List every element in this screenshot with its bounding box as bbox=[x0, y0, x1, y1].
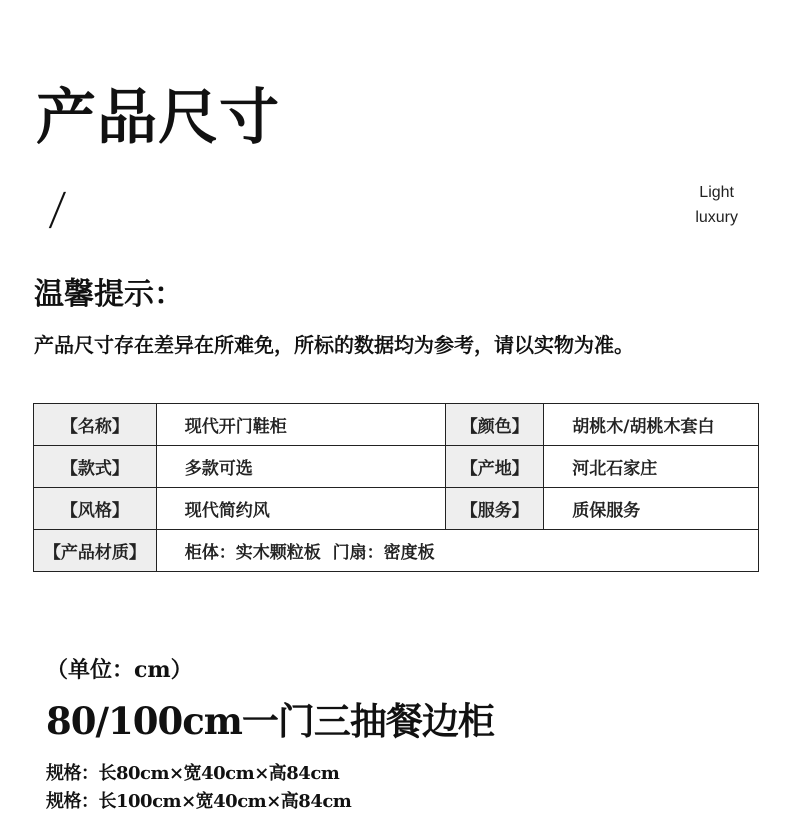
spec-row-style-origin bbox=[34, 446, 759, 488]
spec-label-color: 【颜色】 bbox=[446, 404, 544, 446]
spec-label-model: 【款式】 bbox=[34, 446, 157, 488]
spec-value-name: 现代开门鞋柜 bbox=[156, 404, 446, 446]
tagline-line-1: Light bbox=[699, 184, 734, 201]
spec-value-origin: 河北石家庄 bbox=[544, 446, 759, 488]
tagline-line-2: luxury bbox=[695, 209, 738, 226]
dimensions bbox=[46, 760, 351, 816]
product-name: 80/100cm一门三抽餐边柜 bbox=[46, 699, 494, 743]
spec-table bbox=[33, 403, 759, 572]
notice-text: 产品尺寸存在差异在所难免，所标的数据均为参考，请以实物为准。 bbox=[34, 333, 634, 357]
tagline bbox=[695, 180, 738, 230]
dimension-spec-100: 规格：长100cm×宽40cm×高84cm bbox=[46, 791, 352, 812]
spec-value-model: 多款可选 bbox=[156, 446, 446, 488]
spec-value-service: 质保服务 bbox=[544, 488, 759, 530]
page-title: 产品尺寸 bbox=[36, 83, 280, 153]
spec-row-material bbox=[34, 530, 759, 572]
decorative-slash: / bbox=[47, 184, 68, 235]
spec-label-origin: 【产地】 bbox=[446, 446, 544, 488]
spec-row-style-service bbox=[34, 488, 759, 530]
spec-label-style: 【风格】 bbox=[34, 488, 157, 530]
spec-label-material: 【产品材质】 bbox=[34, 530, 157, 572]
notice-title: 温馨提示： bbox=[34, 277, 184, 312]
spec-value-material: 柜体：实木颗粒板 门扇：密度板 bbox=[156, 530, 758, 572]
spec-row-name-color bbox=[34, 404, 759, 446]
spec-value-style: 现代简约风 bbox=[156, 488, 446, 530]
unit-label: （单位：cm） bbox=[46, 657, 193, 683]
dimension-spec-80: 规格：长80cm×宽40cm×高84cm bbox=[46, 763, 340, 784]
spec-label-name: 【名称】 bbox=[34, 404, 157, 446]
spec-label-service: 【服务】 bbox=[446, 488, 544, 530]
spec-value-color: 胡桃木/胡桃木套白 bbox=[544, 404, 759, 446]
